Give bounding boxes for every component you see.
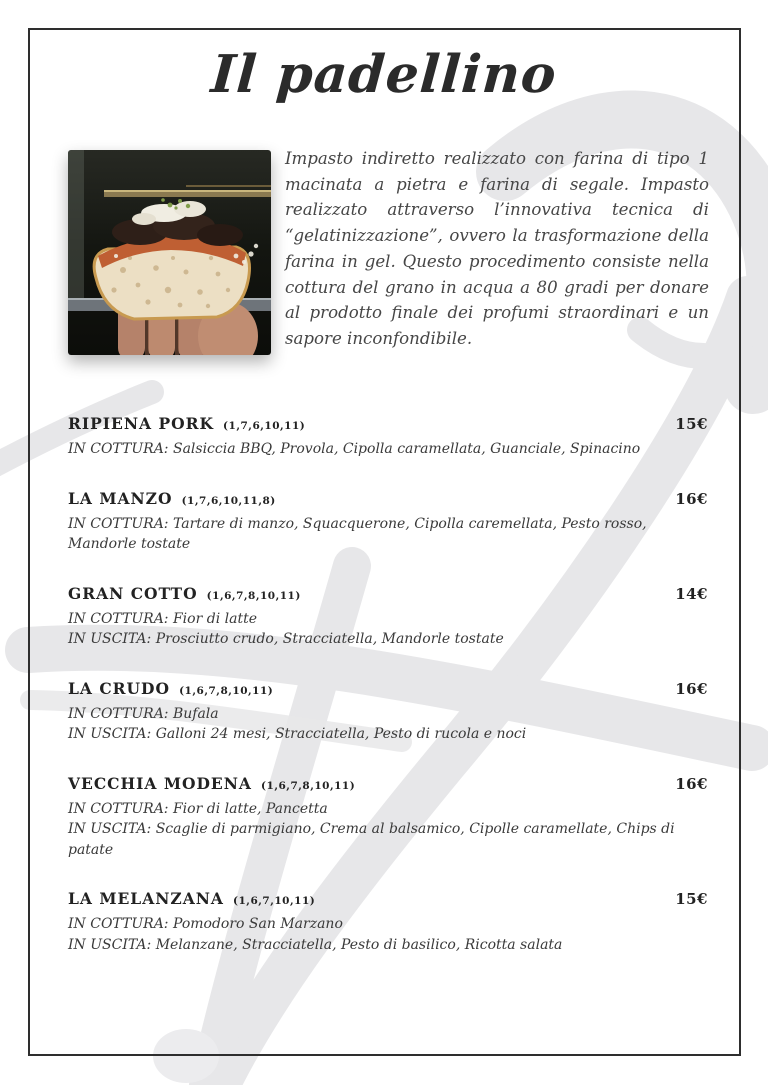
dish-uscita: IN USCITA: Galloni 24 mesi, Stracciatella, Pesto di rucola e noci: [68, 726, 527, 742]
menu-list: [68, 414, 708, 984]
dish-price: 16€: [675, 774, 708, 793]
menu-item-vecchia-modena: [68, 774, 708, 861]
dish-cottura: IN COTTURA: Fior di latte, Pancetta: [68, 800, 328, 817]
dish-uscita: IN USCITA: Prosciutto crudo, Stracciatella, Mandorle tostate: [68, 631, 504, 647]
dish-name: VECCHIA MODENA: [68, 773, 252, 793]
dish-price: 16€: [675, 679, 708, 698]
dish-name: RIPIENA PORK: [68, 414, 214, 433]
dish-cottura: IN COTTURA: Fior di latte: [68, 610, 257, 627]
menu-item-ripiena-pork: [68, 414, 708, 460]
dish-price: 14€: [675, 584, 708, 603]
dish-uscita: IN USCITA: Scaglie di parmigiano, Crema al balsamico, Cipolle caramellate, Chips di patate: [68, 821, 675, 858]
dish-cottura: IN COTTURA: Tartare di manzo, Squacquerone, Cipolla caremellata, Pesto rosso, Mandorle tostate: [68, 515, 647, 552]
dish-allergens: (1,6,7,8,10,11): [206, 589, 301, 602]
dish-allergens: (1,6,7,8,10,11): [261, 779, 356, 792]
dish-cottura: IN COTTURA: Bufala: [68, 705, 219, 722]
menu-item-la-melanzana: [68, 889, 708, 955]
dish-name: LA CRUDO: [68, 678, 170, 698]
dish-name: LA MANZO: [68, 488, 173, 508]
dish-allergens: (1,6,7,8,10,11): [179, 684, 274, 697]
menu-item-la-crudo: [68, 679, 708, 745]
pizza-slice-photo-graphic: [68, 150, 271, 355]
dish-price: 15€: [675, 890, 708, 908]
dish-name: LA MELANZANA: [68, 889, 224, 908]
dish-cottura: IN COTTURA: Pomodoro San Marzano: [68, 916, 343, 932]
menu-item-la-manzo: [68, 489, 708, 555]
dish-allergens: (1,7,6,10,11,8): [181, 494, 276, 507]
dish-cottura: IN COTTURA: Salsiccia BBQ, Provola, Cipolla caramellata, Guanciale, Spinacino: [68, 441, 641, 457]
dish-photo: [68, 150, 271, 355]
menu-item-gran-cotto: [68, 584, 708, 650]
dish-allergens: (1,6,7,10,11): [233, 895, 316, 907]
dish-uscita: IN USCITA: Melanzane, Stracciatella, Pesto di basilico, Ricotta salata: [68, 936, 563, 953]
dish-price: 16€: [675, 489, 708, 508]
intro-paragraph: Impasto indiretto realizzato con farina di tipo 1 macinata a pietra e farina di segale. Impasto realizzato attraverso l’innovativa tecnica di “gelatinizzazione”, ovvero la trasformazione della farina in gel. Questo procedimento consiste nella cottura del grano in acqua a 80 gradi per donare al prodotto finale dei profumi straordinari e un sapore inconfondibile.: [285, 149, 709, 348]
dish-name: GRAN COTTO: [68, 583, 198, 603]
page-title: Il padellino: [209, 44, 559, 105]
dish-price: 15€: [675, 415, 708, 433]
dish-allergens: (1,7,6,10,11): [223, 420, 306, 432]
